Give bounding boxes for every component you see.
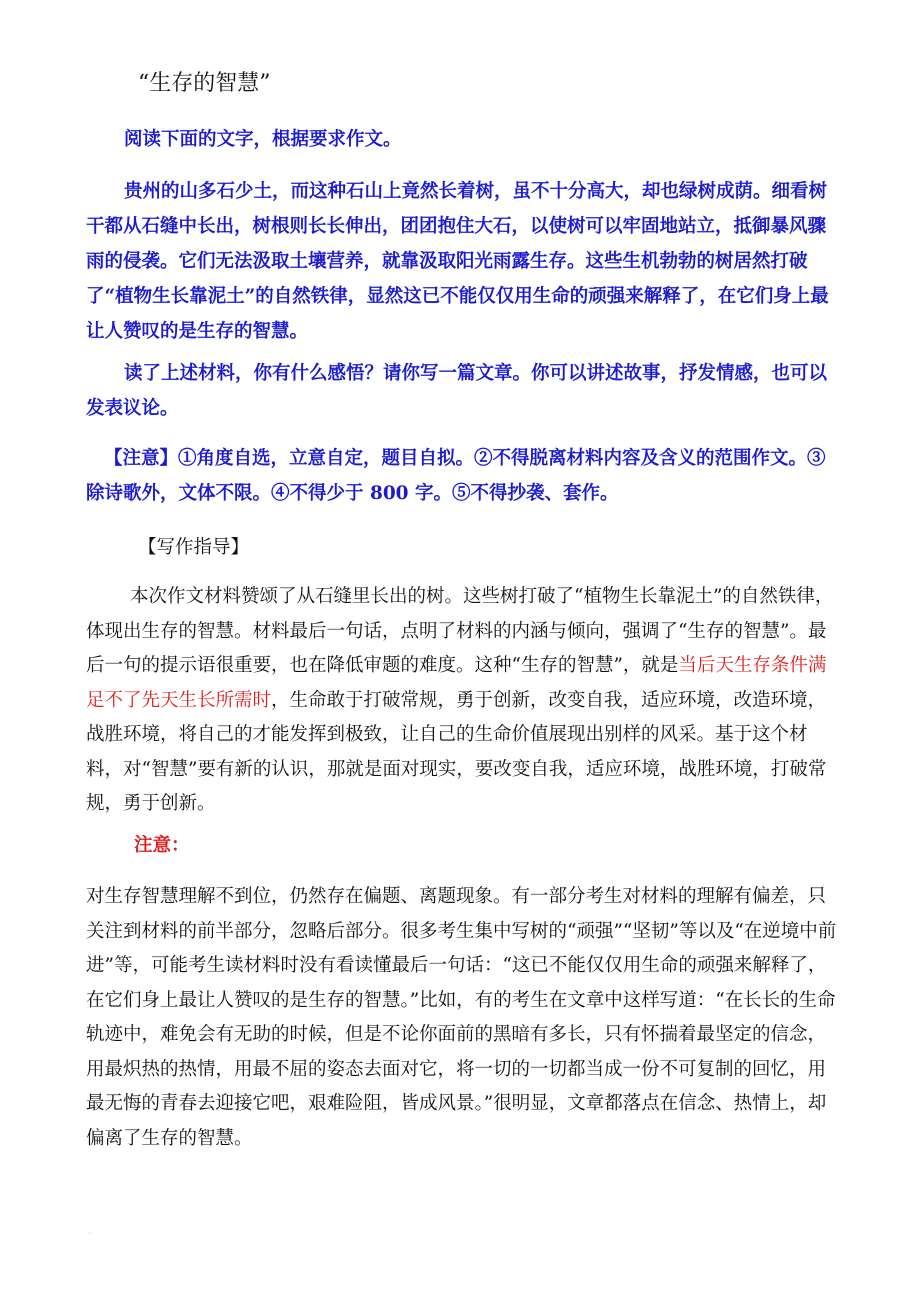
material-paragraph: 贵州的山多石少土，而这种石山上竟然长着树，虽不十分高大，却也绿树成荫。细看树干都从石缝中长出，树根则长长伸出，团团抱住大石，以使树可以牢固地站立，抵御暴风骤雨的侵袭。它们无法汲取土壤营养，就靠汲取阳光雨露生存。这些生机勃勃的树居然打破了“植物生长靠泥土”的自然铁律，显然这已不能仅仅用生命的顽强来解释了，在它们身上最让人赞叹的是生存的智慧。	[86, 181, 829, 342]
instruction-text: 阅读下面的文字，根据要求作文。	[124, 129, 402, 150]
footer-mark: .	[88, 1226, 92, 1237]
essay-title: “生存的智慧”	[138, 71, 271, 96]
note-label: 注意：	[134, 835, 190, 856]
guide-highlight: 当后天生存条件满足不了先天生长所需时	[86, 655, 827, 711]
writing-guide-heading: 【写作指导】	[138, 537, 250, 558]
guide-text-part1: 本次作文材料赞颂了从石缝里长出的树。这些树打破了“植物生长靠泥土”的自然铁律，体现出生存的智慧。材料最后一句话，点明了材料的内涵与倾向，强调了“生存的智慧”。最后一句的提示语很重要，也在降低审题的难度。这种“生存的智慧”，就是	[86, 586, 834, 676]
guide-text-part2: ，生命敢于打破常规，勇于创新，改变自我，适应环境，改造环境，战胜环境，将自己的才能发挥到极致，让自己的生命价值展现出别样的风采。基于这个材料，对“智慧”要有新的认识，那就是面对现实，要改变自我，适应环境，战胜环境，打破常规，勇于创新。	[86, 689, 827, 814]
analysis-paragraph: 对生存智慧理解不到位，仍然存在偏题、离题现象。有一部分考生对材料的理解有偏差，只关注到材料的前半部分，忽略后部分。很多考生集中写树的“顽强”“坚韧”等以及“在逆境中前进”等，可能考生读材料时没有看读懂最后一句话：“这已不能仅仅用生命的顽强来解释了，在它们身上最让人赞叹的是生存的智慧。”比如，有的考生在文章中这样写道：“在长长的生命轨迹中，难免会有无助的时候，但是不论你面前的黑暗有多长，只有怀揣着最坚定的信念，用最炽热的热情，用最不屈的姿态去面对它，将一切的一切都当成一份不可复制的回忆，用最无悔的青春去迎接它吧，艰难险阻，皆成风景。”很明显，文章都落点在信念、热情上，却偏离了生存的智慧。	[86, 886, 837, 1149]
notice-paragraph: 【注意】①角度自选，立意自定，题目自拟。②不得脱离材料内容及含义的范围作文。③除诗歌外，文体不限。④不得少于 800 字。⑤不得抄袭、套作。	[86, 448, 826, 504]
writing-guide-paragraph	[86, 580, 838, 822]
prompt-paragraph: 读了上述材料，你有什么感悟？请你写一篇文章。你可以讲述故事，抒发情感，也可以发表议论。	[86, 363, 828, 419]
